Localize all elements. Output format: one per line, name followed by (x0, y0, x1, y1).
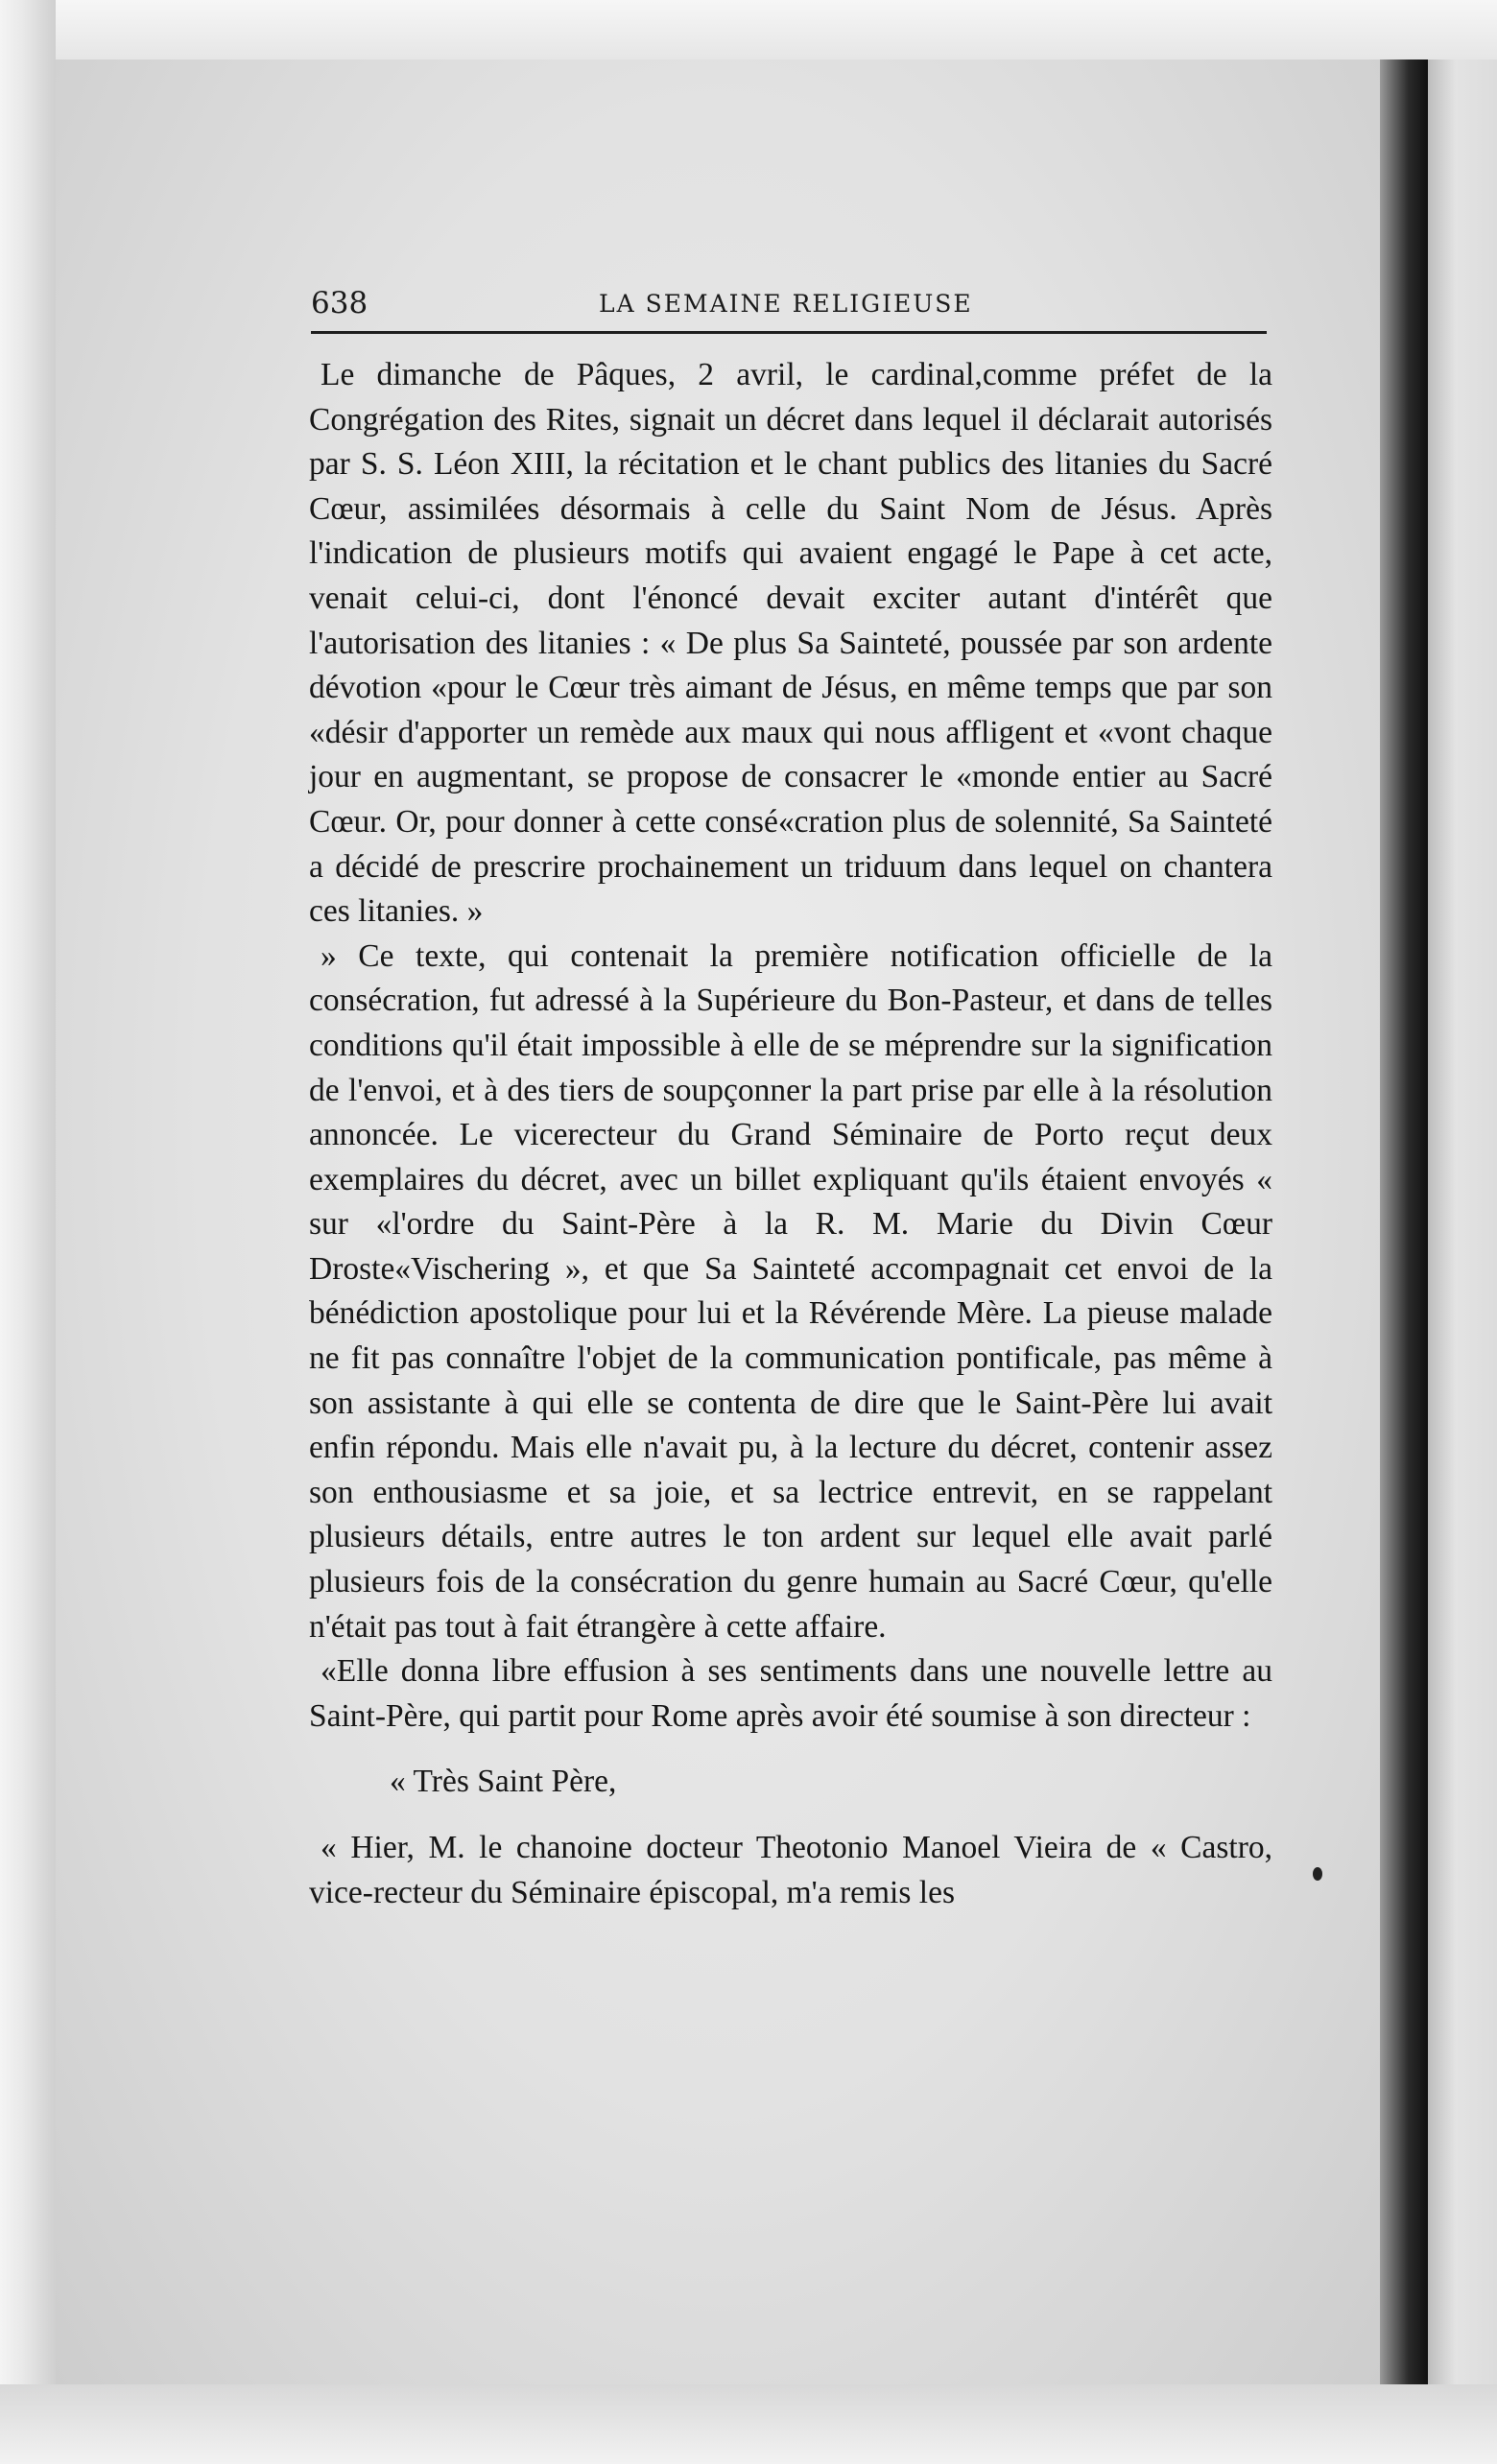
book-gutter (1380, 59, 1428, 2384)
running-title: LA SEMAINE RELIGIEUSE (599, 290, 973, 318)
scan-frame-left (0, 0, 56, 2464)
header-rule (311, 331, 1267, 334)
next-page-edge (1428, 59, 1497, 2384)
scan-frame-bottom (0, 2384, 1497, 2464)
paragraph: Le dimanche de Pâques, 2 avril, le cardinal,comme préfet de la Congrégation des Rites, signait un décret dans lequel il déclarait autorisés par S. S. Léon XIII, la récitation et le chant publics des litanies du Sacré Cœur, assimilées désormais à celle du Saint Nom de Jésus. Après l'indication de plusieurs motifs qui avaient engagé le Pape à cet acte, venait celui-ci, dont l'énoncé devait exciter autant d'intérêt que l'autorisation des litanies : « De plus Sa Sainteté, poussée par son ardente dévotion «pour le Cœur très aimant de Jésus, en même temps que par son «désir d'apporter un remède aux maux qui nous affligent et «vont chaque jour en augmentant, se propose de consacrer le «monde entier au Sacré Cœur. Or, pour donner à cette consé«cration plus de solennité, Sa Sainteté a décidé de prescrire prochainement un triduum dans lequel on chantera ces litanies. » (309, 357, 1272, 930)
paragraph: » Ce texte, qui contenait la première notification officielle de la consécration, fut adressé à la Supérieure du Bon-Pasteur, et dans de telles conditions qu'il était impossible à elle de se méprendre sur la signification de l'envoi, et à des tiers de soupçonner la part prise par elle à la résolution annoncée. Le vicerecteur du Grand Séminaire de Porto reçut deux exemplaires du décret, avec un billet expliquant qu'ils étaient envoyés « sur «l'ordre du Saint-Père à la R. M. Marie du Divin Cœur Droste«Vischering », et que Sa Sainteté accompagnait cet envoi de la bénédiction apostolique pour lui et la Révérende Mère. La pieuse malade ne fit pas connaître l'objet de la communication pontificale, pas même à son assistante à qui elle se contenta de dire que le Saint-Père lui avait enfin répondu. Mais elle n'avait pu, à la lecture du décret, contenir assez son enthousiasme et sa joie, et sa lectrice entrevit, en se rappelant plusieurs détails, entre autres le ton ardent sur lequel elle avait parlé plusieurs fois de la consécration du genre humain au Sacré Cœur, qu'elle n'était pas tout à fait étrangère à cette affaire. (309, 937, 1272, 1645)
scan-speck (1313, 1867, 1322, 1881)
body-text (309, 353, 1272, 1915)
scan-frame-top (0, 0, 1497, 59)
paragraph: «Elle donna libre effusion à ses sentiments dans une nouvelle lettre au Saint-Père, qui partit pour Rome après avoir été soumise à son directeur : (309, 1653, 1272, 1734)
salutation: « Très Saint Père, (390, 1764, 617, 1800)
page-header (311, 286, 1271, 328)
paragraph: « Hier, M. le chanoine docteur Theotonio Manoel Vieira de « Castro, vice-recteur du Séminaire épiscopal, m'a remis les (309, 1830, 1272, 1910)
page-number: 638 (311, 286, 368, 320)
